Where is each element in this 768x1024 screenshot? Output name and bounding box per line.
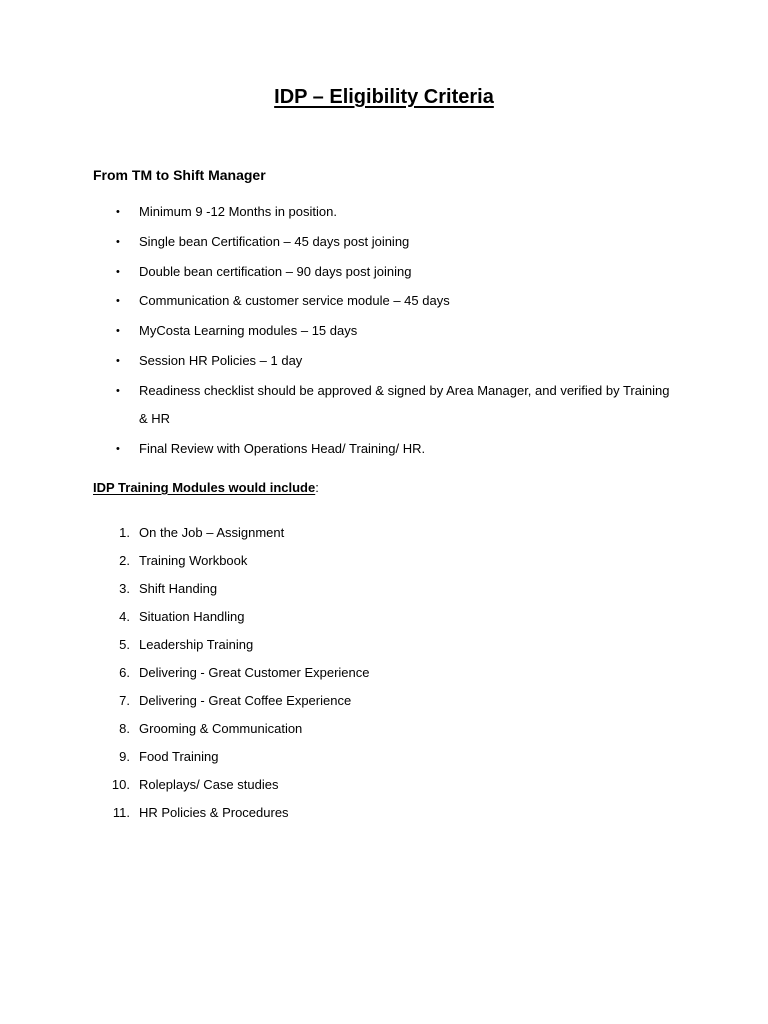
module-item [0, 715, 768, 743]
module-label: Roleplays/ Case studies [139, 777, 279, 792]
module-item [0, 519, 768, 547]
bullet-icon: • [116, 206, 120, 218]
bullet-icon: • [116, 354, 120, 367]
criteria-text: Readiness checklist should be approved & signed by Area Manager, and verified by Training & HR [139, 382, 670, 426]
module-item [0, 771, 768, 799]
module-item [0, 603, 768, 631]
criteria-text: Single bean Certification – 45 days post joining [139, 233, 410, 249]
module-number: 7. [119, 693, 130, 708]
criteria-list [0, 198, 768, 464]
criteria-item [0, 317, 768, 345]
module-label: On the Job – Assignment [139, 525, 285, 540]
bullet-icon: • [116, 325, 120, 338]
criteria-item [0, 377, 768, 433]
module-label: HR Policies & Procedures [139, 805, 289, 820]
criteria-text: Double bean certification – 90 days post joining [139, 263, 412, 279]
bullet-icon: • [116, 265, 120, 278]
criteria-item [0, 198, 768, 226]
criteria-text: Final Review with Operations Head/ Training/ HR. [139, 440, 426, 456]
module-number: 4. [119, 609, 130, 624]
document-title: IDP – Eligibility Criteria [274, 86, 494, 108]
criteria-item [0, 228, 768, 256]
module-label: Shift Handing [139, 581, 218, 596]
module-number: 10. [111, 777, 130, 792]
module-item [0, 743, 768, 771]
module-number: 8. [119, 721, 130, 736]
module-label: Situation Handling [139, 609, 245, 624]
module-number: 9. [119, 749, 130, 764]
module-number: 6. [119, 665, 130, 680]
criteria-text: Communication & customer service module – 45 days [139, 293, 450, 309]
module-number: 1. [119, 525, 130, 540]
bullet-icon: • [116, 384, 120, 397]
bullet-icon: • [116, 235, 120, 248]
module-item [0, 547, 768, 575]
module-label: Food Training [139, 749, 219, 764]
criteria-item [0, 347, 768, 375]
module-number: 3. [119, 581, 130, 596]
criteria-item [0, 258, 768, 286]
module-label: Training Workbook [139, 553, 248, 568]
bullet-icon: • [116, 295, 120, 308]
modules-heading [93, 480, 319, 495]
module-number: 11. [112, 805, 130, 820]
module-label: Delivering - Great Coffee Experience [139, 693, 352, 708]
module-item [0, 575, 768, 603]
criteria-text: Minimum 9 -12 Months in position. [139, 204, 337, 219]
criteria-item [0, 287, 768, 315]
bullet-icon: • [116, 442, 120, 455]
module-item [0, 659, 768, 687]
criteria-text: MyCosta Learning modules – 15 days [139, 323, 358, 339]
criteria-item [0, 435, 768, 463]
module-label: Delivering - Great Customer Experience [139, 665, 370, 680]
module-number: 2. [119, 553, 130, 568]
module-label: Leadership Training [139, 637, 254, 652]
modules-heading-text: IDP Training Modules would include [93, 480, 316, 495]
module-number: 5. [119, 637, 130, 652]
modules-list [0, 519, 768, 827]
section-heading: From TM to Shift Manager [93, 167, 266, 183]
module-label: Grooming & Communication [139, 721, 303, 736]
module-item [0, 687, 768, 715]
modules-heading-colon: : [315, 480, 319, 495]
module-item [0, 631, 768, 659]
module-item [0, 799, 768, 827]
criteria-text: Session HR Policies – 1 day [139, 352, 303, 368]
